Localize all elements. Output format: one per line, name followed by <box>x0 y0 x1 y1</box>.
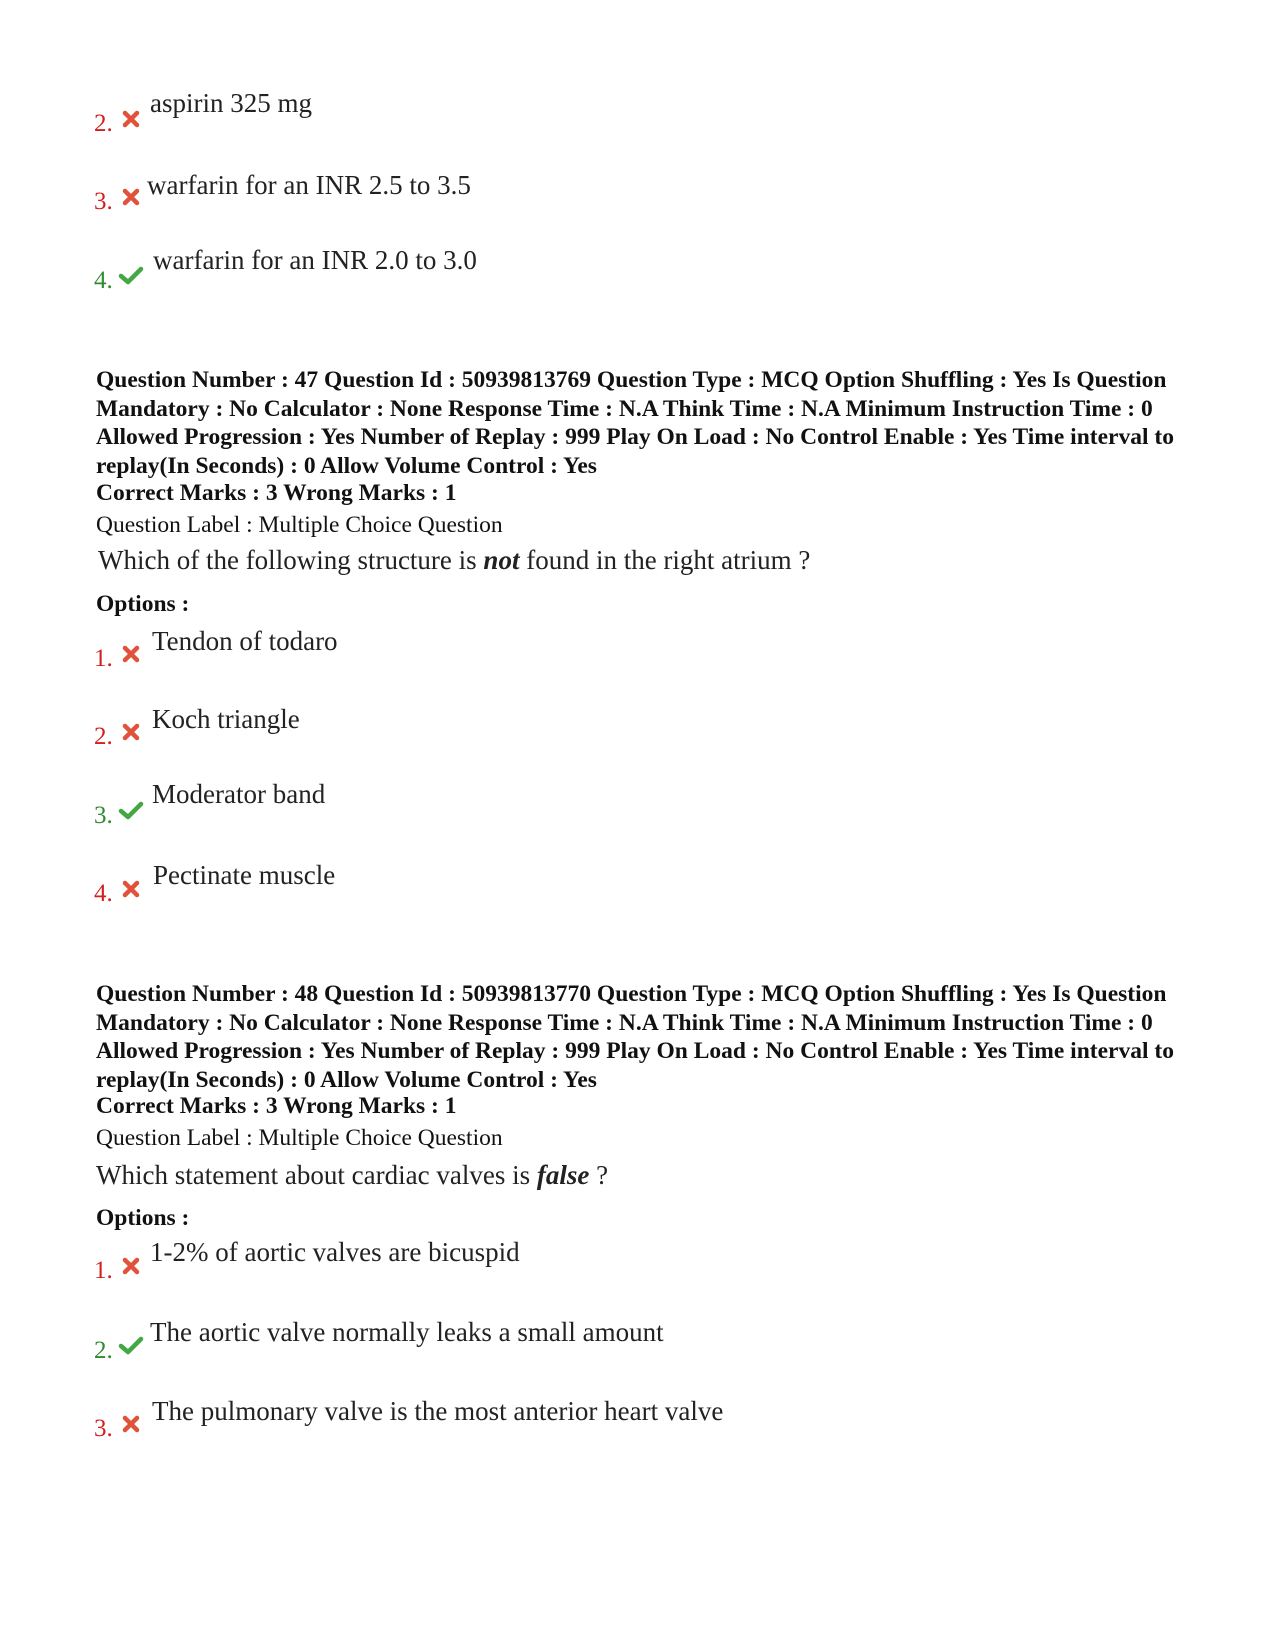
check-icon <box>118 264 144 286</box>
option-number: 3. <box>94 188 113 215</box>
option-number: 2. <box>94 110 113 137</box>
cross-icon <box>120 186 142 208</box>
marks-info: Correct Marks : 3 Wrong Marks : 1 <box>96 1093 457 1119</box>
cross-icon <box>120 108 142 130</box>
option-text: warfarin for an INR 2.5 to 3.5 <box>147 170 471 200</box>
option-number: 2. <box>94 723 113 750</box>
option-number: 4. <box>94 880 113 907</box>
options-heading: Options : <box>96 1205 190 1231</box>
options-heading: Options : <box>96 591 190 617</box>
cross-icon <box>120 643 142 665</box>
option-text: Koch triangle <box>152 704 300 734</box>
cross-icon <box>120 1255 142 1277</box>
option-number: 1. <box>94 645 113 672</box>
option-text: The aortic valve normally leaks a small amount <box>150 1317 664 1347</box>
question-meta: Question Number : 48 Question Id : 50939813770 Question Type : MCQ Option Shuffling : Yes Is Question Mandatory : No Calculator : None Response Time : N.A Think Time : N.A Minimum Instruction Time : 0 Allowed Progression : Yes Number of Replay : 999 Play On Load : No Control Enable : Yes Time interval to replay(In Seconds) : 0 Allow Volume Control : Yes <box>96 981 1174 1093</box>
option-text: warfarin for an INR 2.0 to 3.0 <box>153 245 477 275</box>
option-number: 2. <box>94 1337 113 1364</box>
question-text: Which statement about cardiac valves is false ? <box>96 1160 609 1190</box>
option-text: Moderator band <box>152 779 326 809</box>
option-text: aspirin 325 mg <box>150 88 312 118</box>
cross-icon <box>120 1413 142 1435</box>
check-icon <box>118 1334 144 1356</box>
option-number: 1. <box>94 1257 113 1284</box>
option-text: 1-2% of aortic valves are bicuspid <box>150 1237 520 1267</box>
cross-icon <box>120 878 142 900</box>
question-meta: Question Number : 47 Question Id : 50939813769 Question Type : MCQ Option Shuffling : Yes Is Question Mandatory : No Calculator : None Response Time : N.A Think Time : N.A Minimum Instruction Time : 0 Allowed Progression : Yes Number of Replay : 999 Play On Load : No Control Enable : Yes Time interval to replay(In Seconds) : 0 Allow Volume Control : Yes <box>96 367 1174 479</box>
option-number: 4. <box>94 267 113 294</box>
question-text: Which of the following structure is not found in the right atrium ? <box>98 545 811 575</box>
question-label: Question Label : Multiple Choice Question <box>96 1125 503 1151</box>
cross-icon <box>120 721 142 743</box>
option-number: 3. <box>94 1415 113 1442</box>
question-label: Question Label : Multiple Choice Question <box>96 512 503 538</box>
option-number: 3. <box>94 802 113 829</box>
option-text: Pectinate muscle <box>153 860 336 890</box>
marks-info: Correct Marks : 3 Wrong Marks : 1 <box>96 480 457 506</box>
option-text: The pulmonary valve is the most anterior heart valve <box>152 1396 724 1426</box>
option-text: Tendon of todaro <box>152 626 338 656</box>
check-icon <box>118 799 144 821</box>
